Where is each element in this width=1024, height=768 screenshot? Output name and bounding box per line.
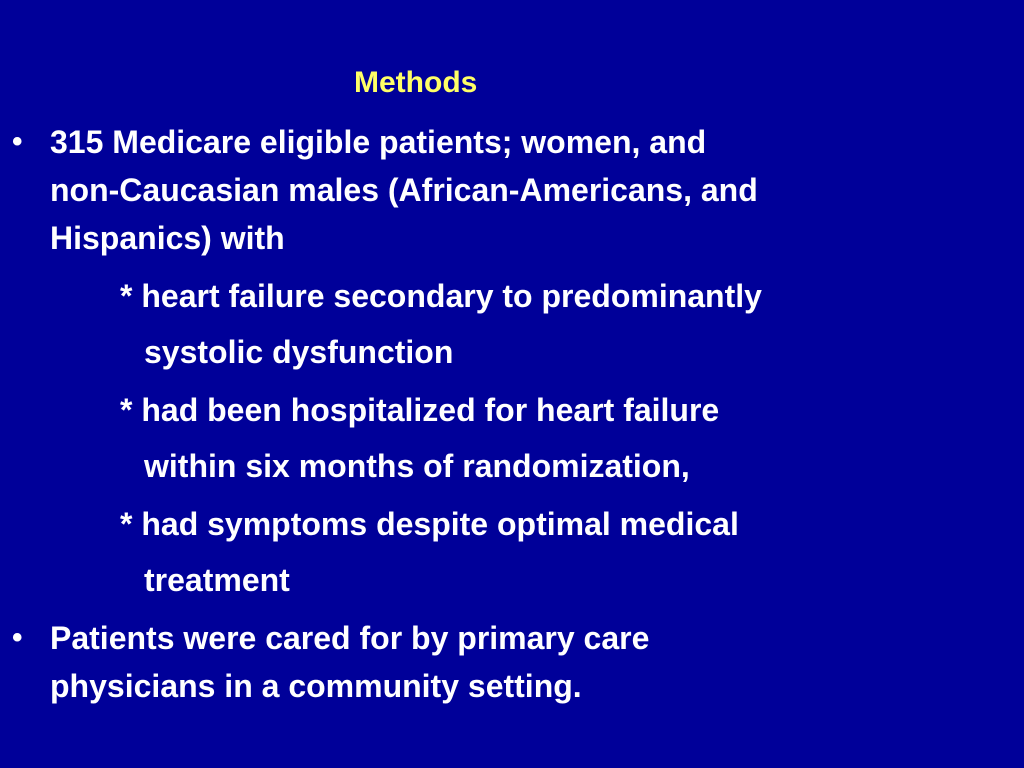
subitem-text-line: within six months of randomization, — [144, 448, 690, 484]
subitem-text-line: systolic dysfunction — [144, 334, 454, 370]
subitem-text-line: * heart failure secondary to predominantly — [120, 278, 762, 314]
bullet-marker: • — [12, 621, 23, 654]
bullet-text-line: 315 Medicare eligible patients; women, and — [50, 124, 707, 160]
subitem-text-line: * had symptoms despite optimal medical — [120, 506, 739, 542]
bullet-text-line: physicians in a community setting. — [50, 668, 582, 704]
subitem-text-line: * had been hospitalized for heart failure — [120, 392, 720, 428]
bullet-text-line: Hispanics) with — [50, 220, 285, 256]
bullet-text-line: non-Caucasian males (African-Americans, and — [50, 172, 758, 208]
bullet-marker: • — [12, 125, 23, 158]
slide-title: Methods — [354, 66, 478, 99]
subitem-text-line: treatment — [144, 562, 290, 598]
bullet-text-line: Patients were cared for by primary care — [50, 620, 650, 656]
